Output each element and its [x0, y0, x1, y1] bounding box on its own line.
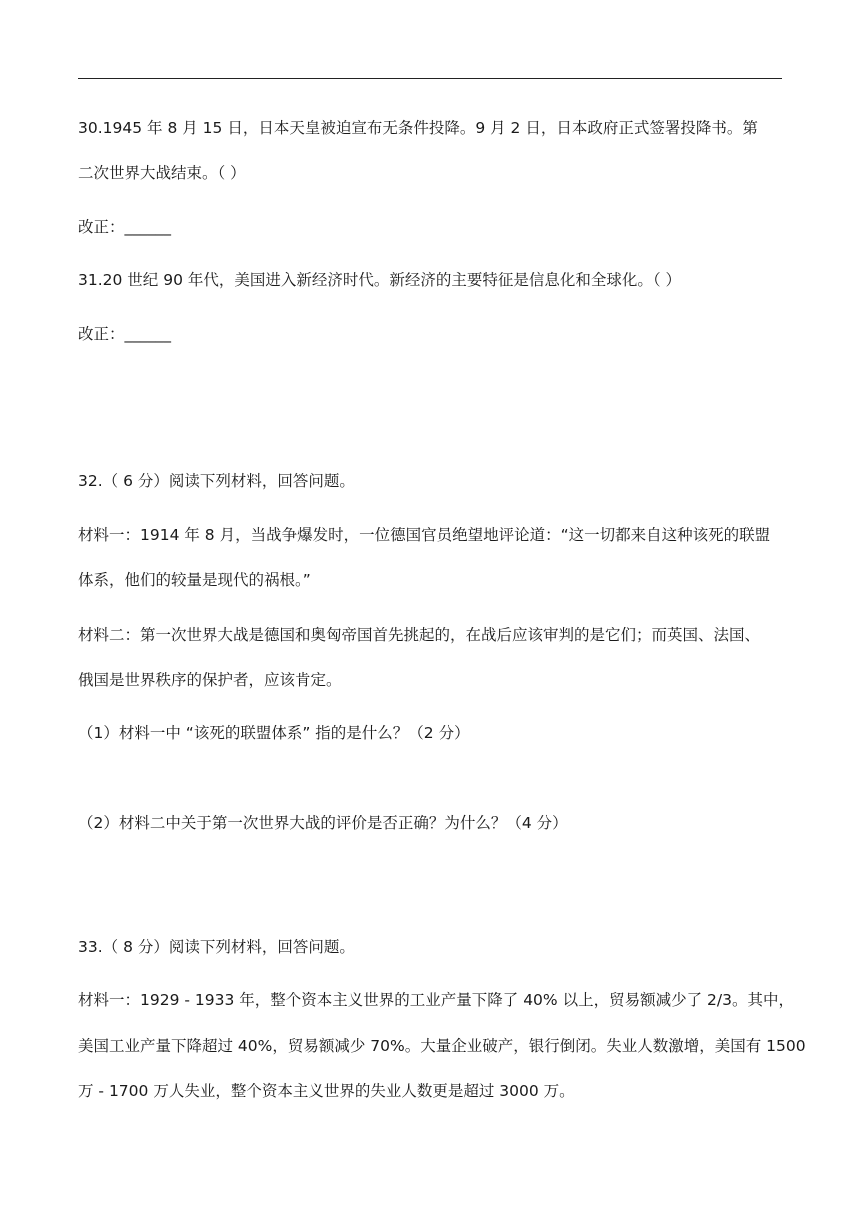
q33-heading: 33.（ 8 分）阅读下列材料，回答问题。 [78, 938, 355, 956]
header-divider [78, 78, 782, 79]
q33-material1-line-3: 万 - 1700 万人失业，整个资本主义世界的失业人数更是超过 3000 万。 [78, 1082, 575, 1100]
q33-material1-line-2: 美国工业产量下降超过 40%，贸易额减少 70%。大量企业破产，银行倒闭。失业人数激增，美国有 1500 [78, 1037, 806, 1055]
q32-material2-line-2: 俄国是世界秩序的保护者，应该肯定。 [78, 671, 342, 689]
q32-heading: 32.（ 6 分）阅读下列材料，回答问题。 [78, 472, 355, 490]
q33-material1-line-1: 材料一：1929 - 1933 年，整个资本主义世界的工业产量下降了 40% 以上，贸易额减少了 2/3。其中， [78, 991, 794, 1009]
q32-subquestion-2: （2）材料二中关于第一次世界大战的评价是否正确？为什么？（4 分） [78, 814, 568, 832]
q31-correction: 改正：______ [78, 325, 172, 343]
q30-text-line-1: 30.1945 年 8 月 15 日，日本天皇被迫宣布无条件投降。9 月 2 日，日本政府正式签署投降书。第 [78, 119, 758, 137]
q31-text-line-1: 31.20 世纪 90 年代，美国进入新经济时代。新经济的主要特征是信息化和全球化。（ ） [78, 271, 682, 289]
q32-subquestion-1: （1）材料一中 “该死的联盟体系” 指的是什么？（2 分） [78, 724, 470, 742]
q32-material1-line-1: 材料一：1914 年 8 月，当战争爆发时，一位德国官员绝望地评论道：“这一切都来自这种该死的联盟 [78, 526, 771, 544]
q30-correction: 改正：______ [78, 218, 172, 236]
q32-material2-line-1: 材料二：第一次世界大战是德国和奥匈帝国首先挑起的，在战后应该审判的是它们；而英国、法国、 [78, 626, 761, 644]
q30-text-line-2: 二次世界大战结束。（ ） [78, 164, 246, 182]
q32-material1-line-2: 体系，他们的较量是现代的祸根。” [78, 571, 311, 589]
